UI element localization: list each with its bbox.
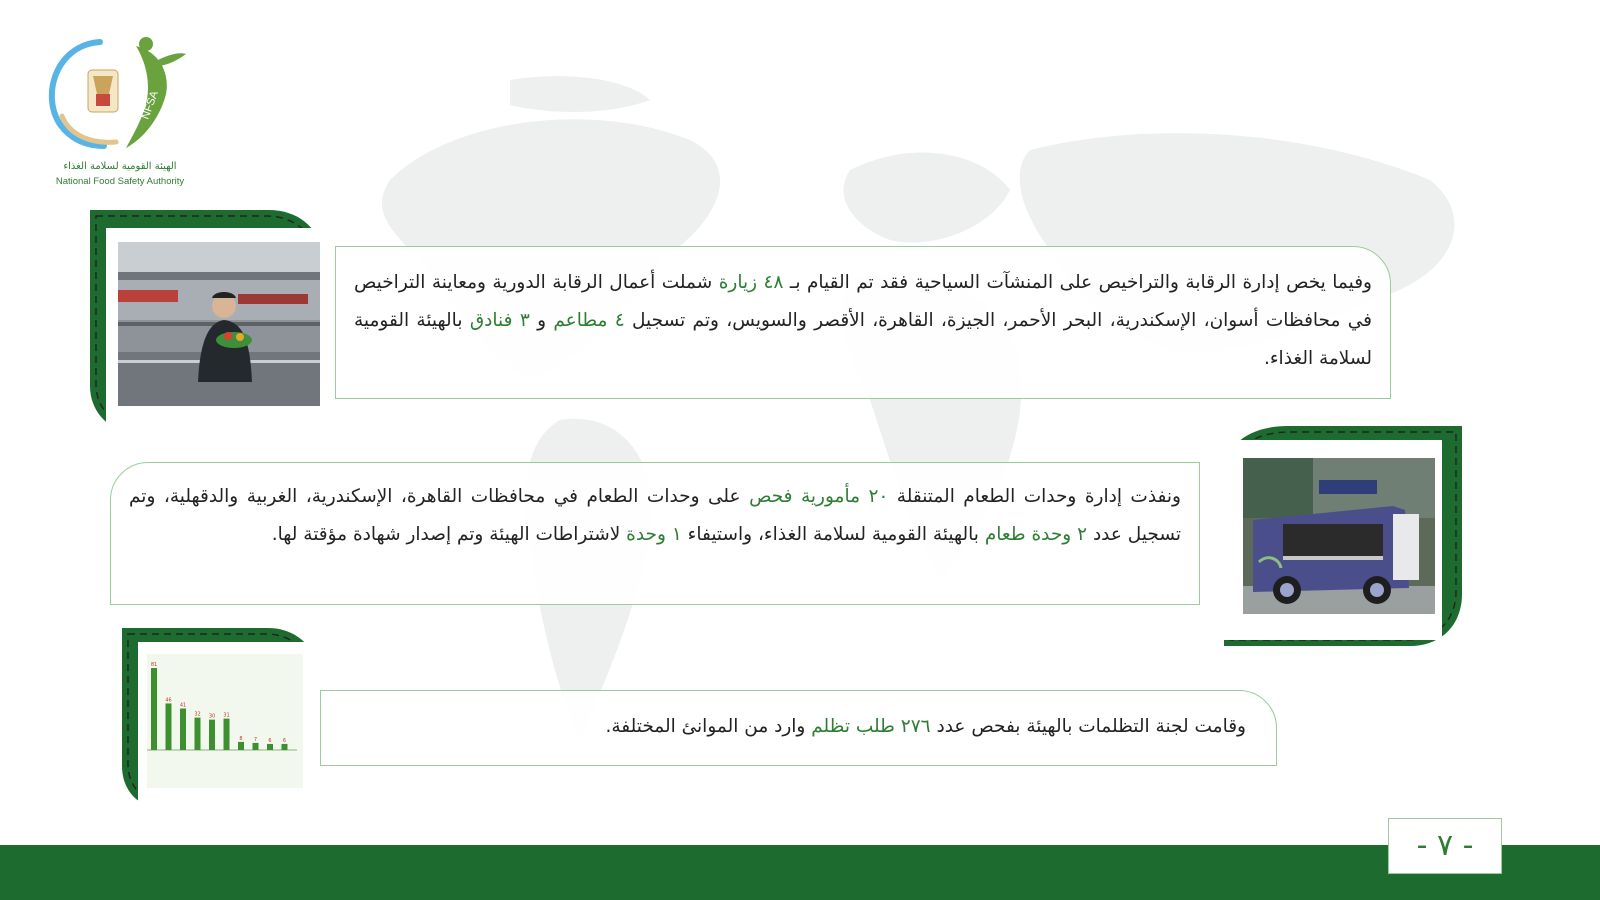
thumbnail-bar: [209, 720, 215, 750]
text-block-appeals-committee: [320, 690, 1277, 766]
thumbnail-bar: [180, 708, 186, 750]
thumbnail-bar-label: 7: [253, 736, 258, 743]
thumbnail-bar-chart: [147, 654, 303, 788]
highlight-food-units: ٢ وحدة طعام: [984, 524, 1088, 545]
text-block-mobile-food-units: [110, 462, 1200, 605]
svg-text:NFSA: NFSA: [139, 89, 161, 122]
highlight-restaurants: ٤ مطاعم: [553, 310, 625, 331]
thumbnail-bar: [238, 742, 244, 750]
thumbnail-bar-label: 6: [268, 737, 272, 744]
highlight-appeal-requests: ٢٧٦ طلب تظلم: [811, 716, 931, 737]
thumbnail-bar-label: 46: [165, 697, 172, 704]
thumbnail-bar-label: 32: [194, 711, 201, 718]
page-number: - ٧ -: [1388, 818, 1502, 874]
thumbnail-bar: [253, 743, 259, 750]
paragraph-tourism: وفيما يخص إدارة الرقابة والتراخيص على المنشآت السياحية فقد تم القيام بـ ٤٨ زيارة شملت أعمال الرقابة الدورية ومعاينة التراخيص في محافظات أسوان، الإسكندرية، البحر الأحمر، الجيزة، القاهرة، الأقصر والسويس، وتم تسجيل ٤ مطاعم و ٣ فنادق بالهيئة القومية لسلامة الغذاء.: [354, 272, 1372, 369]
kitchen-chef-photo: [118, 242, 320, 406]
thumbnail-bar: [195, 718, 201, 750]
thumbnail-bar-label: 8: [239, 735, 243, 742]
thumbnail-bar-label: 30: [208, 713, 216, 720]
highlight-missions: ٢٠ مأمورية فحص: [749, 486, 889, 507]
nfsa-emblem-icon: [40, 30, 200, 160]
appeals-bar-chart-thumbnail: [147, 654, 303, 788]
thumbnail-bar: [267, 744, 273, 750]
thumbnail-bar: [224, 719, 230, 750]
nfsa-logo: [40, 30, 200, 200]
food-truck-photo: [1243, 458, 1435, 614]
text-block-tourism-inspection: [335, 246, 1391, 399]
highlight-hotels: ٣ فنادق: [469, 310, 530, 331]
logo-english-name: National Food Safety Authority: [55, 176, 185, 187]
paragraph-appeals: وقامت لجنة التظلمات بالهيئة بفحص عدد ٢٧٦ طلب تظلم وارد من الموانئ المختلفة.: [605, 716, 1246, 737]
paragraph-mobile-units: ونفذت إدارة وحدات الطعام المتنقلة ٢٠ مأمورية فحص على وحدات الطعام في محافظات القاهرة، الإسكندرية، الغربية والدقهلية، وتم تسجيل عدد ٢ وحدة طعام بالهيئة القومية لسلامة الغذاء، واستيفاء ١ وحدة لاشتراطات الهيئة وتم إصدار شهادة مؤقتة لها.: [129, 486, 1181, 545]
footer-bar: [0, 845, 1600, 900]
thumbnail-bar: [151, 668, 157, 750]
highlight-visits: ٤٨ زيارة: [718, 272, 784, 293]
thumbnail-bar: [166, 703, 172, 750]
thumbnail-bar: [282, 744, 288, 750]
highlight-compliant-unit: ١ وحدة: [626, 524, 682, 545]
thumbnail-bar-label: 41: [179, 702, 187, 709]
thumbnail-bar-label: 31: [223, 712, 230, 719]
thumbnail-bar-label: 81: [150, 662, 158, 668]
logo-arabic-name: الهيئة القومية لسلامة الغذاء: [63, 161, 177, 172]
thumbnail-bar-label: 6: [282, 737, 287, 744]
